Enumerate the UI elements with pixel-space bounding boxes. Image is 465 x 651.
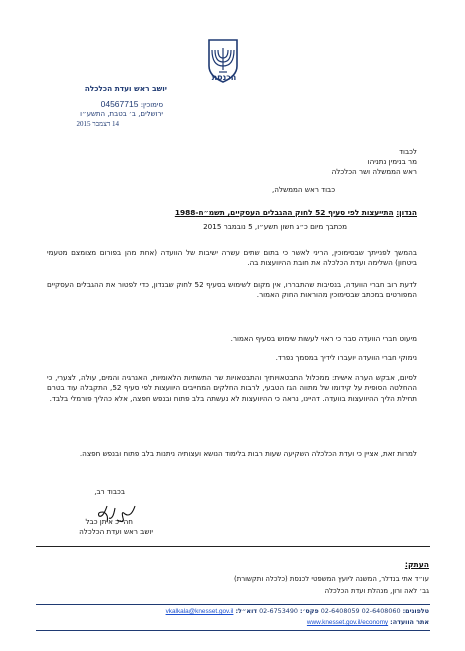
signatory-name: חה״כ איתן כבל [85, 517, 133, 526]
org-name: הכנסת [211, 73, 237, 82]
email-label: דוא״ל: [235, 607, 258, 615]
subject-line [45, 208, 417, 217]
reference-value: 04567715 [100, 99, 139, 109]
paragraph-6: למרות זאת, אציין כי ועדת הכלכלה השקיעה שעות רבות בלימוד הנושא ועצותיה ניתנות בלב פתוח ובנפש חפצה. [79, 449, 417, 458]
subject-reference: מכתבך מיום כ״ג חשון תשע״ו, 5 נובמבר 2015 [203, 222, 347, 231]
author-title: יושב ראש ועדת הכלכלה [84, 84, 167, 93]
reference-label: סימוכין: [140, 101, 163, 109]
footer-contact [166, 607, 429, 615]
paragraph-4: נימוקי חברי הוועדה יועברו לידיך במסמך נפרד. [275, 353, 417, 362]
paragraph-2: לדעת רוב חברי הוועדה, בנסיבות שהתבררו, אין מקום לשימוש בסעיף 52 לחוק שבנדון, כדי לפטור את ההגבלים העסקיים המפורטים במכתב שבסימוכין מהוראות החוק האמור. [47, 280, 417, 300]
footer-divider [36, 604, 430, 605]
fax-label: פקס׳: [300, 607, 319, 615]
addressee-role: ראש הממשלה ושר הכלכלה [331, 167, 417, 176]
site-link[interactable]: www.knesset.gov.il/economy [306, 619, 389, 626]
footer-bottom-divider [36, 630, 430, 631]
closing-regards: בכבוד רב, [94, 487, 125, 496]
fax-value: 02-6753490 [259, 607, 298, 615]
addressee-name: מר בנימין נתניהו [367, 157, 417, 166]
salutation: כבוד ראש הממשלה, [272, 185, 335, 194]
date-gregorian: 14 דצמבר 2015 [76, 120, 119, 128]
subject-label: הנדון: [396, 208, 417, 217]
phones-value: 02-6408059 02-6408060 [320, 607, 401, 615]
cc-line-1: עו״ד אתי בנדלר, המשנה ליועץ המשפטי לכנסת (כלכלה ותקשורת) [234, 575, 429, 583]
reference-number [101, 99, 163, 109]
footer-website [307, 618, 429, 626]
paragraph-5: לסיום, אבקש הערה אישית: ממכלול התבטאויותיך והתבטאויות שר התשתיות הלאומיות, האנרגיה והמים, עולה, לצערי, כי ההחלטה הסופית על קידומו של מתווה הגז הטבעי, לרבות החלקים המחייבים היוועצות לפי סעיף 52, התקבלה עוד בטרם תחילת הליך ההיוועצות בוועדה. דהיינו, נראה כי ההיוועצות לא נעשתה בלב פתוח ובנפש חפצה, אלא כהליך פורמלי בלבד. [47, 373, 417, 403]
paragraph-3: מיעוט חברי הוועדה סבר כי ראוי לעשות שימוש בסעיף האמור. [230, 334, 417, 343]
cc-label: העתק: [404, 560, 429, 569]
signatory-title: יושב ראש ועדת הכלכלה [79, 527, 153, 536]
paragraph-1: בהמשך לפנייתך שבסימוכין, הריני לאשר כי בתום שתים עשרה ישיבות של הוועדה (אחת מהן בפורום מצומצם מטעמי ביטחון) השלימה ועדת הכלכלה את חובת ההיוועצות בה. [47, 248, 417, 268]
email-link[interactable]: vkalkala@knesset.gov.il [165, 608, 234, 615]
cc-divider [36, 546, 430, 547]
phones-label: טלפונים: [402, 607, 429, 615]
subject-text: התייעצות לפי סעיף 52 לחוק ההגבלים העסקיים, תשמ״ח-1988 [174, 208, 394, 217]
date-hebrew: ירושלים, ב׳ בטבת, התשע״ו [80, 110, 163, 118]
addressee-honorific: לכבוד [399, 147, 417, 156]
cc-line-2: גב׳ לאה ורון, מנהלת ועדת הכלכלה [324, 587, 429, 595]
site-label: אתר הוועדה: [390, 618, 429, 626]
